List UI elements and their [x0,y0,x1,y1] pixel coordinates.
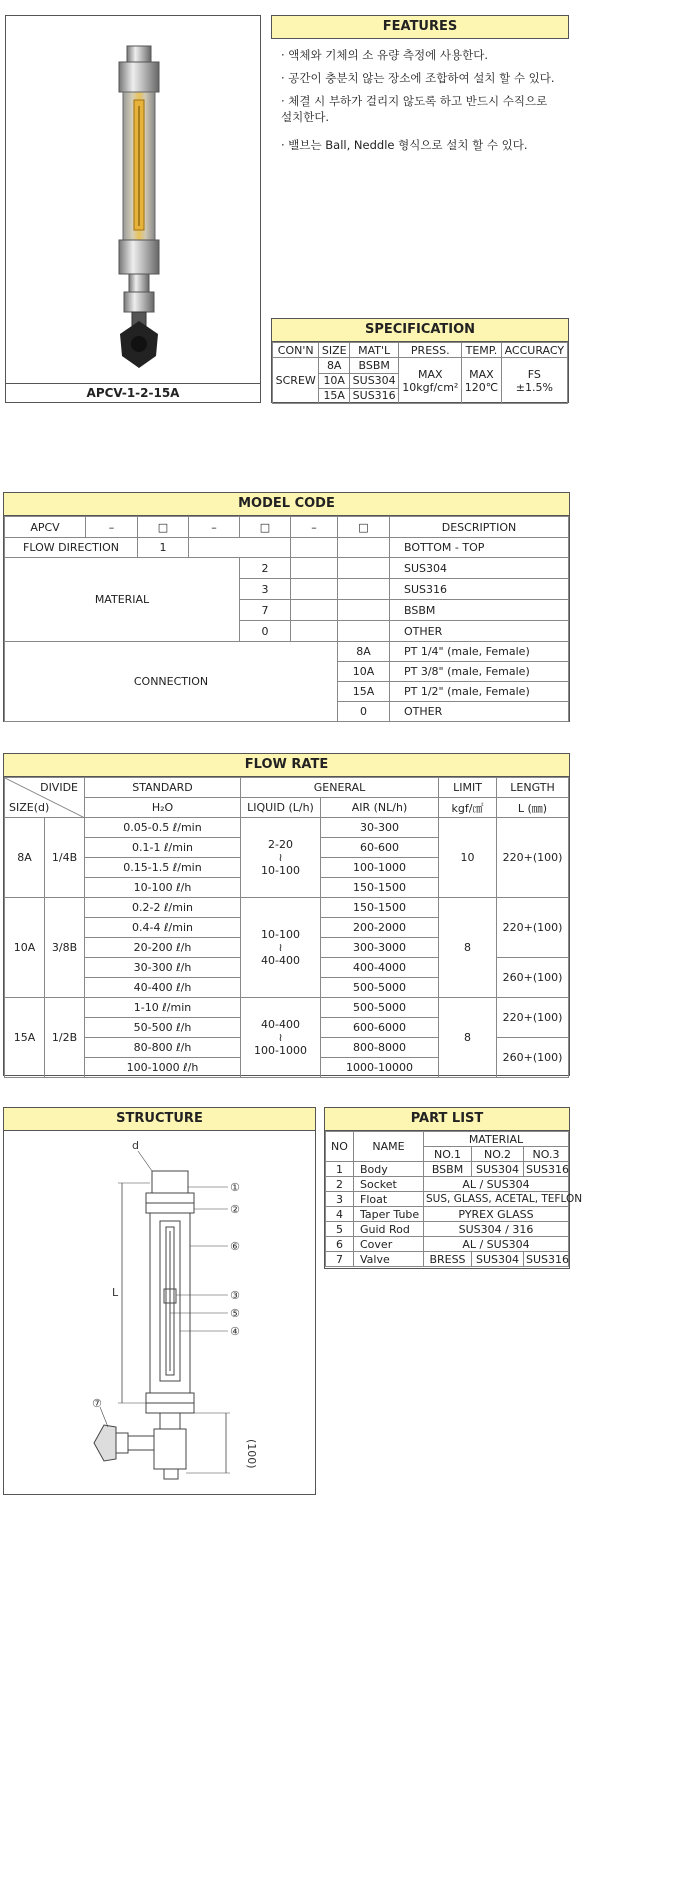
flow-air: 400-4000 [321,958,439,978]
material-code: 7 [240,600,291,621]
spec-header: PRESS. [399,343,462,358]
product-caption: APCV-1-2-15A [6,383,260,402]
part-callout-4: ④ [230,1325,240,1338]
model-code-panel [3,492,570,722]
flow-limit: 8 [439,898,497,998]
flow-length: 220+(100) [497,998,569,1038]
part-no: 6 [326,1237,354,1252]
material-desc: OTHER [390,621,569,642]
specification-table [272,342,568,404]
part-no3-header: NO.3 [524,1147,569,1162]
part-no: 4 [326,1207,354,1222]
flow-air: 800-8000 [321,1038,439,1058]
model-header: APCV [5,517,86,538]
model-header: – [189,517,240,538]
spec-header: SIZE [319,343,350,358]
spec-header: ACCURACY [501,343,567,358]
flow-air: 200-2000 [321,918,439,938]
model-code-title: MODEL CODE [4,493,569,516]
part-callout-1: ① [230,1181,240,1194]
feature-item: · 체결 시 부하가 걸리지 않도록 하고 반드시 수직으로 설치한다. [281,94,548,124]
flow-length: 260+(100) [497,1038,569,1078]
part-callout-3: ③ [230,1289,240,1302]
flow-liquid: 10-100 ≀ 40-400 [241,898,321,998]
connection-code: 15A [338,682,390,702]
length-header: LENGTH [497,778,569,798]
part-material: BRESS [424,1252,472,1267]
part-material: AL / SUS304 [424,1177,569,1192]
model-header: DESCRIPTION [390,517,569,538]
spec-accuracy: FS ±1.5% [501,358,567,404]
spec-header: CON'N [273,343,319,358]
spec-header: TEMP. [462,343,501,358]
flow-air: 150-1500 [321,878,439,898]
part-name: Taper Tube [354,1207,424,1222]
part-name: Float [354,1192,424,1207]
part-list-table [325,1131,583,1267]
flow-size: 8A [5,818,45,898]
limit-unit: kgf/㎠ [439,798,497,818]
model-header: – [86,517,138,538]
part-callout-6: ⑥ [230,1240,240,1253]
divide-size-header: DIVIDE SIZE(d) [5,778,85,818]
part-name: Body [354,1162,424,1177]
flow-standard: 0.15-1.5 ℓ/min [85,858,241,878]
material-desc: BSBM [390,600,569,621]
flow-liquid: 2-20 ≀ 10-100 [241,818,321,898]
liquid-header: LIQUID (L/h) [241,798,321,818]
spec-size: 10A [319,373,350,388]
material-code: 0 [240,621,291,642]
model-code-table [4,516,569,722]
flow-standard: 80-800 ℓ/h [85,1038,241,1058]
spec-header: MAT'L [349,343,398,358]
structure-drawing [4,1131,315,1495]
connection-desc: PT 1/4" (male, Female) [390,642,569,662]
part-no2-header: NO.2 [472,1147,524,1162]
material-code: 3 [240,579,291,600]
flow-standard: 40-400 ℓ/h [85,978,241,998]
feature-item: · 액체와 기체의 소 유량 측정에 사용한다. [281,48,488,62]
flow-standard: 30-300 ℓ/h [85,958,241,978]
general-header: GENERAL [241,778,439,798]
h2o-header: H₂O [85,798,241,818]
feature-item: · 밸브는 Ball, Neddle 형식으로 설치 할 수 있다. [281,138,528,152]
flow-standard: 20-200 ℓ/h [85,938,241,958]
flow-direction-code: 1 [138,538,189,558]
spec-conn: SCREW [273,358,319,404]
flow-standard: 1-10 ℓ/min [85,998,241,1018]
flow-air: 600-6000 [321,1018,439,1038]
features-title: FEATURES [271,15,569,39]
part-material: BSBM [424,1162,472,1177]
part-material: SUS316 [524,1162,569,1177]
flow-standard: 0.4-4 ℓ/min [85,918,241,938]
flow-air: 100-1000 [321,858,439,878]
part-no1-header: NO.1 [424,1147,472,1162]
flow-air: 1000-10000 [321,1058,439,1078]
dim-l-label: L [112,1286,119,1299]
connection-desc: PT 1/2" (male, Female) [390,682,569,702]
flow-rate-table [4,777,569,1078]
flow-standard: 0.05-0.5 ℓ/min [85,818,241,838]
structure-panel [3,1107,316,1495]
part-no: 7 [326,1252,354,1267]
part-callout-5: ⑤ [230,1307,240,1320]
flow-pipe: 1/2B [45,998,85,1078]
flow-standard: 0.1-1 ℓ/min [85,838,241,858]
flow-air: 30-300 [321,818,439,838]
flow-limit: 8 [439,998,497,1078]
flow-air: 300-3000 [321,938,439,958]
part-no: 5 [326,1222,354,1237]
part-name: Valve [354,1252,424,1267]
flow-rate-title: FLOW RATE [4,754,569,777]
part-material-header: MATERIAL [424,1132,569,1147]
part-no: 1 [326,1162,354,1177]
part-material: PYREX GLASS [424,1207,569,1222]
feature-item: · 공간이 충분치 않는 장소에 조합하여 설치 할 수 있다. [281,71,555,85]
flow-air: 150-1500 [321,898,439,918]
flow-direction-desc: BOTTOM - TOP [390,538,569,558]
flow-standard: 50-500 ℓ/h [85,1018,241,1038]
part-material: SUS304 [472,1162,524,1177]
features-list [281,47,559,153]
air-header: AIR (NL/h) [321,798,439,818]
flow-pipe: 3/8B [45,898,85,998]
spec-temp: MAX 120℃ [462,358,501,404]
flow-air: 500-5000 [321,978,439,998]
dim-100-label: (100) [245,1439,258,1469]
flow-direction-label: FLOW DIRECTION [5,538,138,558]
limit-header: LIMIT [439,778,497,798]
part-no: 2 [326,1177,354,1192]
model-header: – [291,517,338,538]
part-callout-7: ⑦ [92,1397,102,1410]
part-list-panel [324,1107,583,1269]
spec-material: SUS304 [349,373,398,388]
part-callout-2: ② [230,1203,240,1216]
flow-size: 10A [5,898,45,998]
dim-d-label: d [132,1139,139,1152]
flow-air: 500-5000 [321,998,439,1018]
connection-code: 0 [338,702,390,722]
flow-rate-panel [3,753,570,1076]
flow-standard: 0.2-2 ℓ/min [85,898,241,918]
flow-size: 15A [5,998,45,1078]
flow-standard: 10-100 ℓ/h [85,878,241,898]
flow-air: 60-600 [321,838,439,858]
material-label: MATERIAL [5,558,240,642]
spec-size: 15A [319,388,350,403]
part-no: 3 [326,1192,354,1207]
part-name: Guid Rod [354,1222,424,1237]
part-material: SUS304 [472,1252,524,1267]
part-name-header: NAME [354,1132,424,1162]
part-list-title: PART LIST [325,1108,569,1131]
material-code: 2 [240,558,291,579]
flow-limit: 10 [439,818,497,898]
part-no-header: NO [326,1132,354,1162]
length-unit: L (㎜) [497,798,569,818]
product-photo-panel [5,15,261,403]
material-desc: SUS304 [390,558,569,579]
flow-length: 260+(100) [497,958,569,998]
model-header: □ [338,517,390,538]
part-material: SUS, GLASS, ACETAL, TEFLON [424,1192,569,1207]
part-name: Socket [354,1177,424,1192]
flow-length: 220+(100) [497,818,569,898]
structure-title: STRUCTURE [4,1108,315,1131]
specification-title: SPECIFICATION [272,319,568,342]
flow-pipe: 1/4B [45,818,85,898]
part-name: Cover [354,1237,424,1252]
model-header: □ [138,517,189,538]
spec-press: MAX 10kgf/cm² [399,358,462,404]
spec-material: BSBM [349,358,398,373]
part-material: AL / SUS304 [424,1237,569,1252]
flow-standard: 100-1000 ℓ/h [85,1058,241,1078]
model-header: □ [240,517,291,538]
flow-length: 220+(100) [497,898,569,958]
spec-material: SUS316 [349,388,398,403]
specification-panel [271,318,569,403]
flowmeter-photo [6,16,260,384]
material-desc: SUS316 [390,579,569,600]
features-panel [271,15,569,152]
part-material: SUS304 / 316 [424,1222,569,1237]
flow-liquid: 40-400 ≀ 100-1000 [241,998,321,1078]
spec-size: 8A [319,358,350,373]
connection-code: 8A [338,642,390,662]
connection-code: 10A [338,662,390,682]
connection-label: CONNECTION [5,642,338,722]
connection-desc: OTHER [390,702,569,722]
connection-desc: PT 3/8" (male, Female) [390,662,569,682]
standard-header: STANDARD [85,778,241,798]
part-material: SUS316 [524,1252,569,1267]
